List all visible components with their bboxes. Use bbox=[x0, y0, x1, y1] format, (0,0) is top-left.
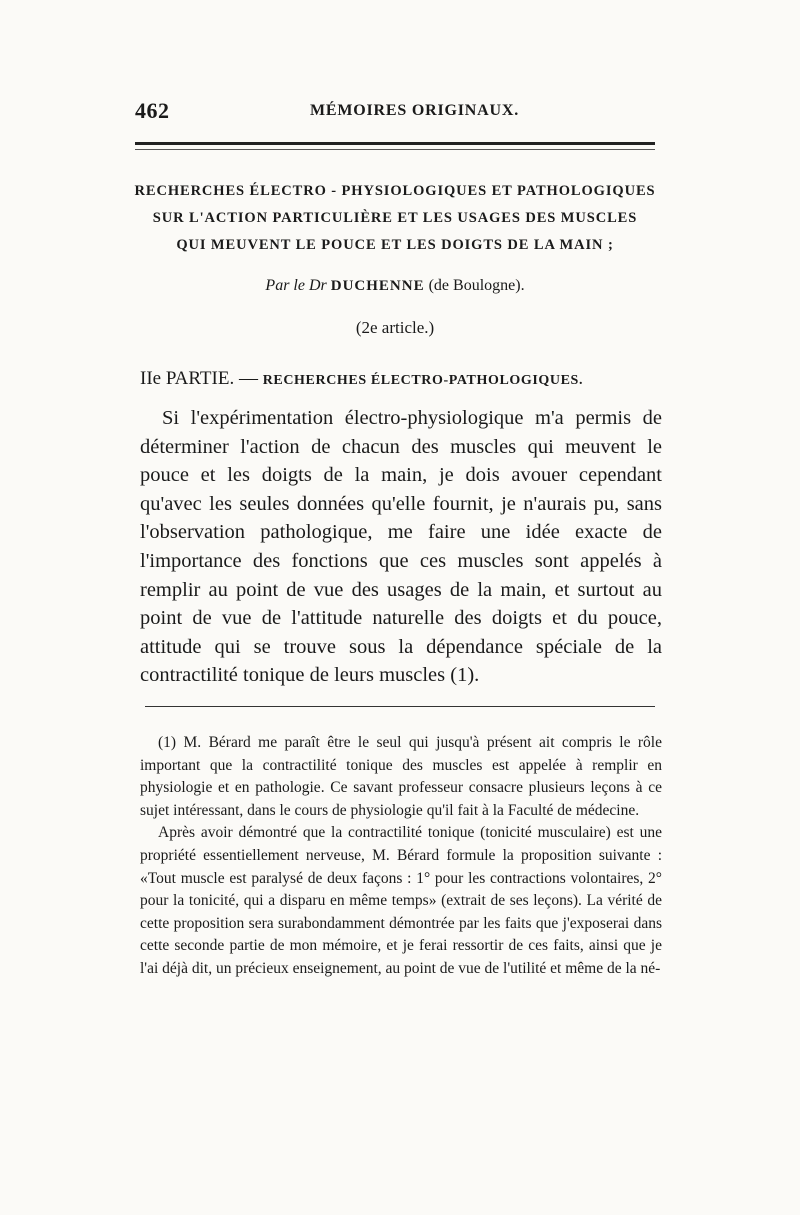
page-number: 462 bbox=[135, 98, 170, 123]
footnote-1: (1) M. Bérard me paraît être le seul qui jusqu'à présent ait compris le rôle important que la contractilité tonique des muscles est appelée à remplir en physiologie et en pathologie. Ce savant professeur consacre plusieurs leçons à ce sujet intéressant, dans le cours de physiologie qu'il fait à la Faculté de médecine. bbox=[140, 734, 662, 819]
part-label: IIe PARTIE. — bbox=[140, 368, 258, 389]
running-head: MÉMOIRES ORIGINAUX. bbox=[310, 102, 519, 119]
article-title bbox=[120, 178, 670, 259]
page-header bbox=[135, 98, 655, 122]
title-line-2: SUR L'ACTION PARTICULIÈRE ET LES USAGES DES MUSCLES bbox=[152, 210, 638, 226]
part-heading bbox=[140, 368, 660, 390]
header-rule-thin bbox=[135, 149, 655, 150]
body-paragraph: Si l'expérimentation électro-physiologique m'a permis de déterminer l'action de chacun des muscles qui meuvent le pouce et les doigts de la main, je dois avouer cependant qu'avec les seules données qu'elle fournit, je n'aurais pu, sans l'observation pathologique, me faire une idée exacte de l'importance des fonctions que ces muscles sont appelés à remplir au point de vue des usages de la main, et surtout au point de vue de l'attitude naturelle des doigts et du pouce, attitude qui se trouve sous la dépendance spéciale de la contractilité tonique de leurs muscles (1). bbox=[140, 407, 662, 687]
author-line bbox=[120, 277, 670, 295]
footnote-2: Après avoir démontré que la contractilité tonique (tonicité musculaire) est une propriété essentiellement nerveuse, M. Bérard formule la proposition suivante : «Tout muscle est paralysé de deux façons : 1° pour les contractions volontaires, 2° pour la tonicité, qui a disparu en même temps» (extrait de ses leçons). La vérité de cette proposition sera surabondamment démontrée par les faits que j'exposerai dans cette seconde partie de mon mémoire, et je ferai ressortir de ces faits, ainsi que je l'ai déjà dit, un précieux enseignement, au point de vue de l'utilité et même de la né- bbox=[140, 824, 662, 977]
footnote-rule bbox=[145, 706, 655, 707]
footnotes bbox=[140, 732, 662, 981]
title-line-3: QUI MEUVENT LE POUCE ET LES DOIGTS DE LA MAIN ; bbox=[176, 237, 614, 253]
part-title: RECHERCHES ÉLECTRO-PATHOLOGIQUES. bbox=[262, 373, 584, 388]
author-suffix: (de Boulogne). bbox=[428, 277, 525, 294]
title-line-1: RECHERCHES ÉLECTRO - PHYSIOLOGIQUES ET PATHOLOGIQUES bbox=[134, 183, 656, 199]
author-prefix: Par le Dr bbox=[265, 277, 327, 294]
body-text bbox=[140, 404, 662, 690]
author-name: DUCHENNE bbox=[330, 278, 425, 294]
header-rule bbox=[135, 142, 655, 145]
article-number: (2e article.) bbox=[355, 318, 435, 337]
